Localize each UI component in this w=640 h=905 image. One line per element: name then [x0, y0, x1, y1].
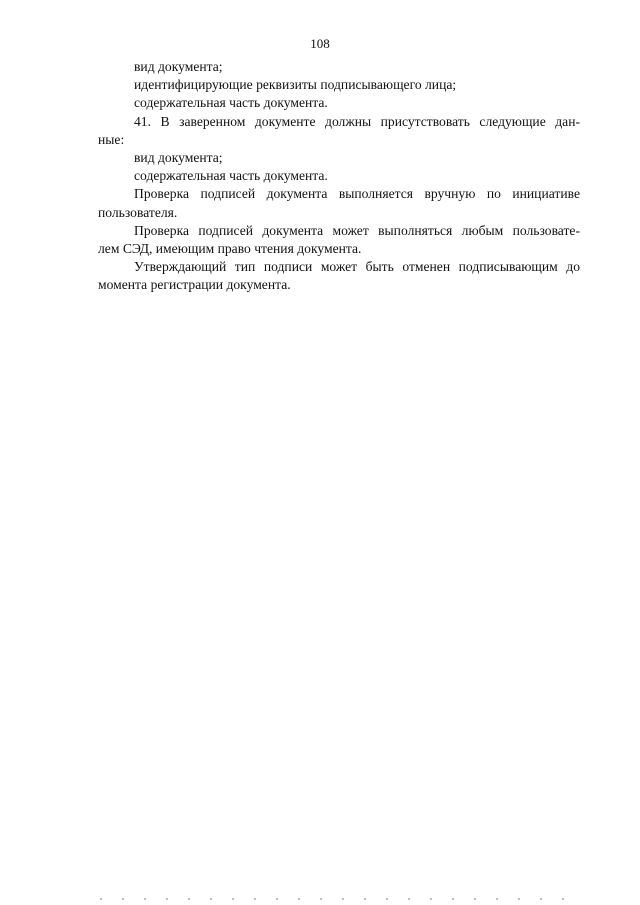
text-line: пользователя.	[98, 204, 178, 220]
page-number: 108	[310, 36, 330, 51]
text-line: Проверка подписей документа выполняется вручную по инициативе	[134, 186, 580, 202]
text-line: вид документа;	[134, 59, 223, 74]
scan-edge-artifact	[100, 898, 570, 900]
text-line: содержательная часть документа.	[134, 168, 328, 184]
text-line: Утверждающий тип подписи может быть отменен подписывающим до	[134, 259, 580, 275]
document-body	[98, 58, 580, 294]
text-line: идентифицирующие реквизиты подписывающего лица;	[134, 77, 457, 93]
text-line: ные:	[98, 131, 125, 147]
text-line: 41. В заверенном документе должны присутствовать следующие дан-	[134, 113, 580, 129]
text-line: момента регистрации документа.	[98, 277, 291, 293]
text-line: лем СЭД, имеющим право чтения документа.	[98, 240, 362, 256]
text-line: вид документа;	[134, 149, 223, 165]
text-line: содержательная часть документа.	[134, 95, 328, 111]
text-line: Проверка подписей документа может выполняться любым пользовате-	[134, 222, 580, 238]
